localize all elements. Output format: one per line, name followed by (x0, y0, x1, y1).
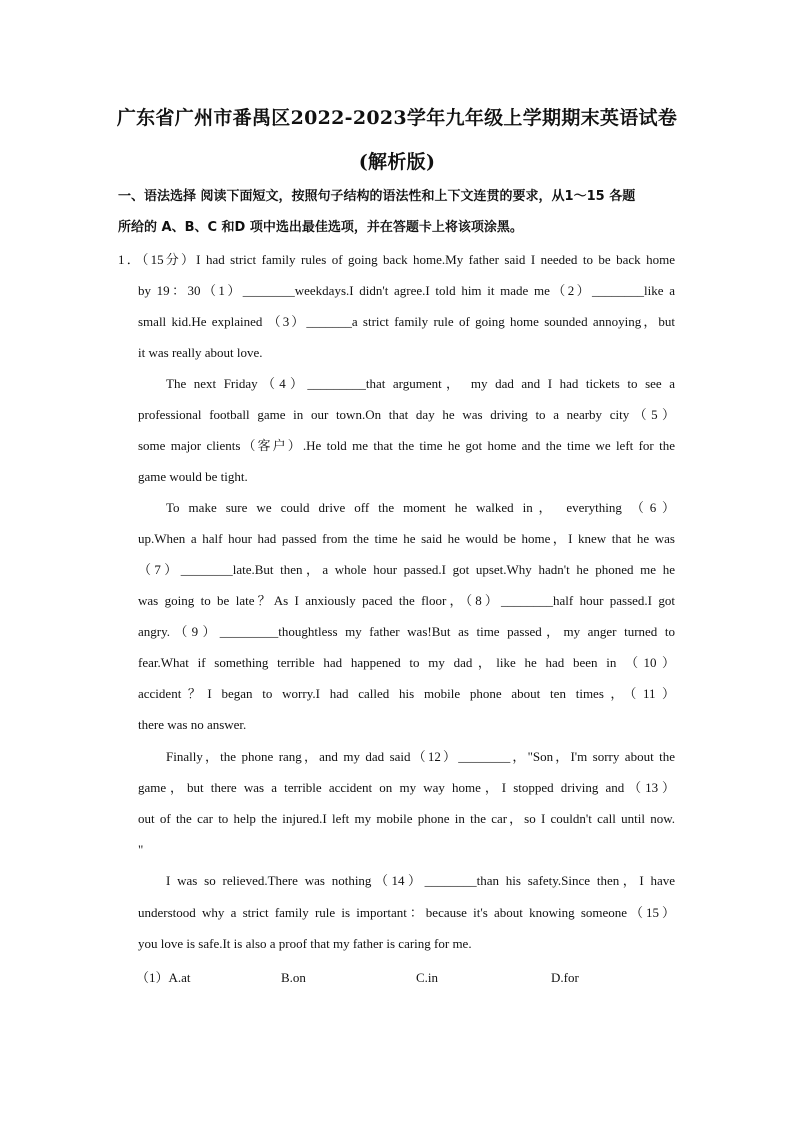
passage-line: " (138, 842, 144, 857)
page-title: 广东省广州市番禺区2022-2023学年九年级上学期期末英语试卷 (116, 107, 678, 129)
passage-line: game，but there was a terrible accident on my way home，I stopped driving and（13） (138, 780, 675, 795)
option-a[interactable] (136, 962, 191, 993)
answer-options-q1 (136, 962, 616, 993)
passage-line: To make sure we could drive off the moment he walked in， everything （6） (166, 500, 675, 515)
passage-line: I was so relieved.There was nothing（14）________than his safety.Since then，I have (166, 873, 675, 888)
instruction-line: 所给的 A、B、C 和D 项中选出最佳选项，并在答题卡上将该项涂黑。 (118, 220, 523, 235)
passage-line: professional football game in our town.On that day he was driving to a nearby city（5） (138, 407, 675, 422)
passage-line: （7）________late.But then，a whole hour passed.I got upset.Why hadn't he phoned me he (138, 562, 675, 577)
passage-line: angry.（9）_________thoughtless my father was!But as time passed，my anger turned to (138, 624, 675, 639)
option-d[interactable]: D.for (551, 970, 579, 985)
passage-line: accident？I began to worry.I had called his mobile phone about ten times，（11） (138, 686, 675, 701)
passage-line: there was no answer. (138, 717, 247, 732)
passage-line: some major clients（客户）.He told me that the time he got home and the time we left for the (138, 438, 675, 453)
passage-line: was going to be late？As I anxiously paced the floor，（8）________half hour passed.I got (138, 593, 675, 608)
page-subtitle: (解析版) (358, 151, 436, 173)
option-number: （1） (136, 970, 169, 985)
passage-line: it was really about love. (138, 345, 263, 360)
option-a-text: A.at (168, 970, 191, 985)
instruction-line: 一、语法选择 阅读下面短文，按照句子结构的语法性和上下文连贯的要求，从1～15 各题 (118, 189, 636, 204)
question-stem-line: 1．（15分）I had strict family rules of going back home.My father said I needed to be back home (118, 252, 675, 267)
passage-line: by 19：30（1）________weekdays.I didn't agree.I told him it made me（2）________like a (138, 283, 675, 298)
option-b[interactable]: B.on (281, 970, 306, 985)
section-instruction (118, 181, 678, 243)
passage-line: you love is safe.It is also a proof that my father is caring for me. (138, 936, 472, 951)
passage-line: out of the car to help the injured.I left my mobile phone in the car，so I couldn't call until now. (138, 811, 675, 826)
passage-line: fear.What if something terrible had happened to my dad，like he had been in （10） (138, 655, 675, 670)
option-c[interactable]: C.in (416, 970, 439, 985)
passage-line: small kid.He explained （3）_______a strict family rule of going home sounded annoying，but (138, 314, 675, 329)
passage-line: game would be tight. (138, 469, 248, 484)
passage-line: up.When a half hour had passed from the time he said he would be home，I knew that he was (138, 531, 675, 546)
passage-line: Finally，the phone rang，and my dad said（12）________，"Son，I'm sorry about the (166, 749, 675, 764)
passage-line: The next Friday（4）_________that argument， my dad and I had tickets to see a (166, 376, 675, 391)
passage-line: understood why a strict family rule is important：because it's about knowing someone（15） (138, 905, 675, 920)
